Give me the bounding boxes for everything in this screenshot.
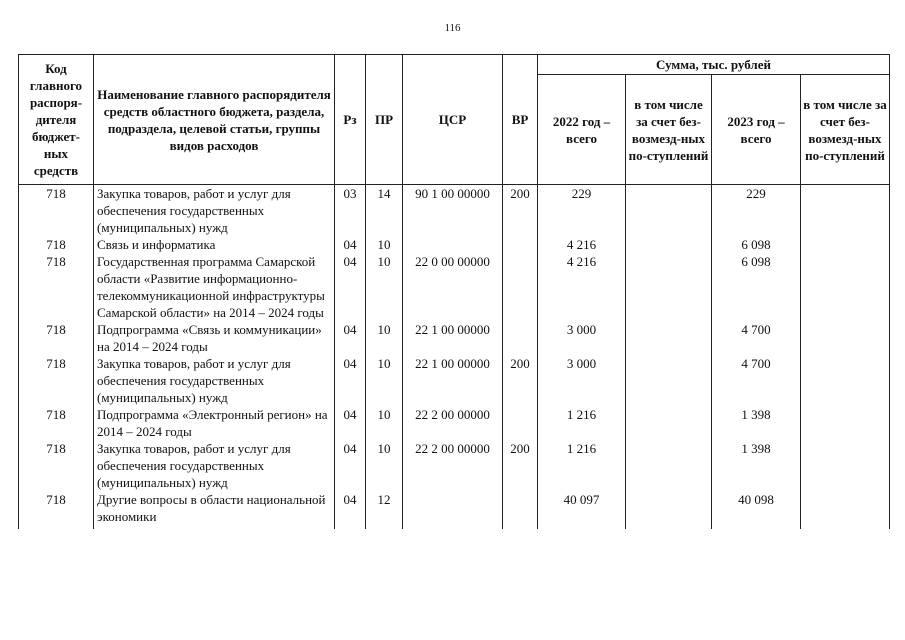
- cell-name: Государственная программа Самарской области «Развитие информационно-телекоммуникационной инфраструктуры Самарской области» на 2014 – 2024 годы: [94, 253, 335, 321]
- cell-vr: [503, 491, 538, 529]
- cell-2023-free: [801, 253, 890, 321]
- cell-vr: [503, 406, 538, 440]
- cell-csr: [403, 491, 503, 529]
- cell-name: Другие вопросы в области национальной экономики: [94, 491, 335, 529]
- cell-rz: 04: [335, 355, 366, 406]
- cell-2022-free: [626, 321, 712, 355]
- cell-2023-free: [801, 406, 890, 440]
- cell-2023-total: 6 098: [712, 236, 801, 253]
- cell-2022-total: 4 216: [538, 236, 626, 253]
- cell-2022-total: 1 216: [538, 440, 626, 491]
- cell-csr: 22 1 00 00000: [403, 321, 503, 355]
- cell-code: 718: [19, 440, 94, 491]
- cell-2022-total: 1 216: [538, 406, 626, 440]
- header-rz: Рз: [335, 55, 366, 185]
- table-row: [19, 236, 890, 253]
- cell-rz: 03: [335, 185, 366, 237]
- header-vr: ВР: [503, 55, 538, 185]
- cell-pr: 14: [366, 185, 403, 237]
- cell-vr: 200: [503, 440, 538, 491]
- cell-csr: [403, 236, 503, 253]
- cell-2023-total: 1 398: [712, 406, 801, 440]
- cell-name: Закупка товаров, работ и услуг для обеспечения государственных (муниципальных) нужд: [94, 185, 335, 237]
- page-number: 116: [444, 22, 461, 34]
- cell-2023-total: 229: [712, 185, 801, 237]
- budget-table: [18, 54, 890, 529]
- cell-code: 718: [19, 236, 94, 253]
- cell-csr: 22 1 00 00000: [403, 355, 503, 406]
- cell-2022-total: 4 216: [538, 253, 626, 321]
- cell-name: Подпрограмма «Связь и коммуникации» на 2014 – 2024 годы: [94, 321, 335, 355]
- header-sum: Сумма, тыс. рублей: [538, 55, 890, 75]
- cell-2023-free: [801, 440, 890, 491]
- cell-rz: 04: [335, 440, 366, 491]
- cell-csr: 90 1 00 00000: [403, 185, 503, 237]
- header-2022-total: 2022 год – всего: [538, 75, 626, 185]
- cell-2022-free: [626, 440, 712, 491]
- table-row: [19, 355, 890, 406]
- cell-2023-free: [801, 355, 890, 406]
- cell-pr: 10: [366, 355, 403, 406]
- cell-vr: [503, 236, 538, 253]
- header-pr: ПР: [366, 55, 403, 185]
- cell-csr: 22 0 00 00000: [403, 253, 503, 321]
- cell-2023-total: 1 398: [712, 440, 801, 491]
- cell-2023-free: [801, 185, 890, 237]
- cell-name: Связь и информатика: [94, 236, 335, 253]
- cell-csr: 22 2 00 00000: [403, 406, 503, 440]
- table-row: [19, 253, 890, 321]
- cell-rz: 04: [335, 321, 366, 355]
- cell-name: Закупка товаров, работ и услуг для обеспечения государственных (муниципальных) нужд: [94, 440, 335, 491]
- table-body: [19, 185, 890, 530]
- table-row: [19, 321, 890, 355]
- cell-pr: 12: [366, 491, 403, 529]
- cell-vr: 200: [503, 355, 538, 406]
- cell-code: 718: [19, 253, 94, 321]
- header-2023-total: 2023 год – всего: [712, 75, 801, 185]
- cell-2022-free: [626, 406, 712, 440]
- cell-code: 718: [19, 491, 94, 529]
- cell-vr: [503, 321, 538, 355]
- cell-rz: 04: [335, 491, 366, 529]
- cell-2023-total: 40 098: [712, 491, 801, 529]
- cell-2022-free: [626, 236, 712, 253]
- table-row: [19, 406, 890, 440]
- cell-2022-free: [626, 185, 712, 237]
- cell-pr: 10: [366, 406, 403, 440]
- cell-vr: 200: [503, 185, 538, 237]
- cell-code: 718: [19, 321, 94, 355]
- cell-pr: 10: [366, 253, 403, 321]
- header-csr: ЦСР: [403, 55, 503, 185]
- cell-pr: 10: [366, 321, 403, 355]
- cell-code: 718: [19, 185, 94, 237]
- cell-2022-free: [626, 253, 712, 321]
- cell-2023-free: [801, 491, 890, 529]
- cell-csr: 22 2 00 00000: [403, 440, 503, 491]
- header-name: Наименование главного распорядителя средств областного бюджета, раздела, подраздела, целевой статьи, группы видов расходов: [94, 55, 335, 185]
- cell-2022-free: [626, 355, 712, 406]
- cell-rz: 04: [335, 236, 366, 253]
- cell-2023-free: [801, 321, 890, 355]
- cell-2022-total: 40 097: [538, 491, 626, 529]
- cell-2022-total: 229: [538, 185, 626, 237]
- cell-2023-free: [801, 236, 890, 253]
- table-row: [19, 491, 890, 529]
- table-row: [19, 185, 890, 237]
- header-2022-free: в том числе за счет без-возмезд-ных по-ступлений: [626, 75, 712, 185]
- cell-name: Закупка товаров, работ и услуг для обеспечения государственных (муниципальных) нужд: [94, 355, 335, 406]
- table-row: [19, 440, 890, 491]
- header-code: Код главного распоря-дителя бюджет-ных средств: [19, 55, 94, 185]
- cell-code: 718: [19, 406, 94, 440]
- cell-2022-total: 3 000: [538, 355, 626, 406]
- cell-2023-total: 4 700: [712, 355, 801, 406]
- cell-name: Подпрограмма «Электронный регион» на 2014 – 2024 годы: [94, 406, 335, 440]
- cell-code: 718: [19, 355, 94, 406]
- cell-2022-total: 3 000: [538, 321, 626, 355]
- cell-2023-total: 4 700: [712, 321, 801, 355]
- cell-pr: 10: [366, 236, 403, 253]
- cell-rz: 04: [335, 253, 366, 321]
- header-2023-free: в том числе за счет без-возмезд-ных по-ступлений: [801, 75, 890, 185]
- cell-pr: 10: [366, 440, 403, 491]
- cell-2022-free: [626, 491, 712, 529]
- cell-vr: [503, 253, 538, 321]
- cell-2023-total: 6 098: [712, 253, 801, 321]
- cell-rz: 04: [335, 406, 366, 440]
